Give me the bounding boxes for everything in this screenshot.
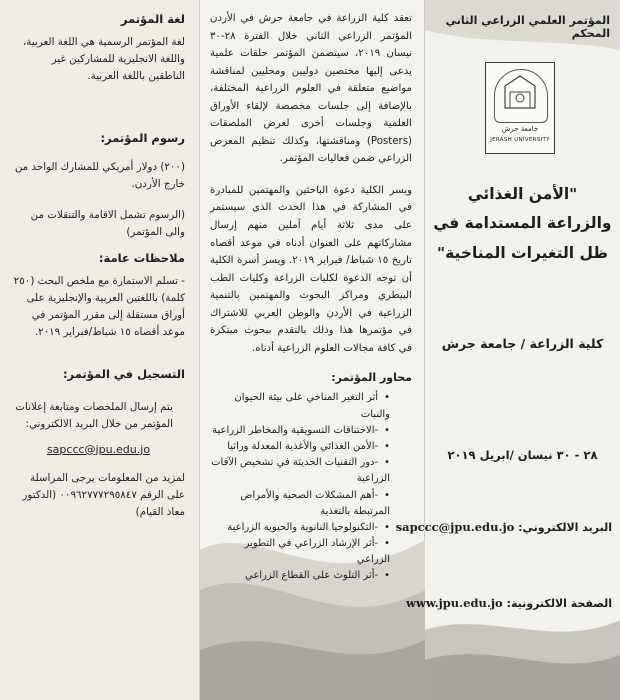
axis-item: • -أثر التلوث على القطاع الزراعي bbox=[210, 568, 390, 584]
email-value: sapccc@jpu.edu.jo bbox=[395, 520, 515, 534]
right-panel bbox=[395, 0, 620, 700]
language-text: لغة المؤتمر الرسمية هي اللغة العربية، واللغة الانجليزية للمشاركين غير الناطقين باللغة العربية. bbox=[22, 36, 185, 82]
axis-item: • -الأمن الغذائي والأغذية المعدلة وراثيا bbox=[210, 439, 390, 455]
faculty-name: كلية الزراعة / جامعة جرش bbox=[441, 336, 604, 351]
axes-title: محاور المؤتمر: bbox=[331, 371, 412, 385]
notes-text: - تسلم الاستمارة مع ملخص البحث (٢٥٠ كلمة) باللغتين العربية والإنجليزية على أوراق مستقلة إلى مقرر المؤتمر في موعد أقصاه ١٥ شباط/فبراير ٢٠١٩. bbox=[13, 274, 185, 338]
conference-theme-title: "الأمن الغذائي والزراعة المستدامة في ظل التغيرات المناخية" bbox=[433, 185, 612, 262]
axis-item: • -التكنولوجيا النانوية والحيوية الزراعية bbox=[210, 520, 390, 536]
website-label: الصفحة الالكترونية: bbox=[506, 597, 612, 610]
registration-title: التسجيل في المؤتمر: bbox=[62, 366, 185, 381]
seal-icon bbox=[494, 69, 548, 123]
fees-title: رسوم المؤتمر: bbox=[100, 130, 185, 145]
axis-item: • -أهم المشكلات الصحية والأمراض المرتبطة بالتغذية bbox=[210, 488, 390, 520]
registration-text: يتم إرسال الملخصات ومتابعة إعلانات المؤتمر من خلال البريد الالكتروني: bbox=[15, 400, 173, 430]
logo-caption-en: JERASH UNIVERSITY bbox=[490, 137, 550, 143]
conference-dates: ٢٨ - ٣٠ نيسان /ابريل ٢٠١٩ bbox=[447, 448, 598, 462]
intro-paragraph: تعقد كلية الزراعة في جامعة جرش في الأردن المؤتمر الزراعي الثاني خلال الفترة ٢٨-٣٠ نيسان ٢٠١٩، سيتضمن المؤتمر حلقات علمية يدعى إليها مختصين دوليين ومحليين لمناقشة مواضيع متعلقة في العلوم الزراعية المختلفة، بالإضافة إلى جلسات مخصصة لإلقاء الأوراق العلمية وجلسات أخرى لعرض الملصقات (Posters) ومناقشتها، وكذلك تنظيم المعرض الزراعي ضمن فعاليات المؤتمر. bbox=[210, 13, 413, 165]
axis-item: • -الاختناقات التسويقية والمخاطر الزراعية bbox=[210, 423, 390, 439]
axis-item: • -أثر الإرشاد الزراعي في التطوير الزراعي bbox=[210, 536, 390, 568]
axis-item: • -دور التقنيات الحديثة في تشخيص الآفات الزراعية bbox=[210, 455, 390, 487]
language-title: لغة المؤتمر bbox=[120, 12, 185, 26]
notes-title: ملاحظات عامة: bbox=[98, 250, 185, 265]
fees-text: (٢٠٠) دولار أمريكي للمشارك الواحد من خارج الأردن. bbox=[14, 160, 185, 190]
registration-email: sapccc@jpu.edu.jo bbox=[46, 442, 151, 456]
contact-website bbox=[406, 596, 612, 610]
middle-panel bbox=[200, 0, 425, 700]
invite-paragraph: ويسر الكلية دعوة الباحثين والمهتمين للمبادرة في المشاركة في هذا الحدث الذي سيستمر على مدى ثلاثة أيام آملين منهم إرسال مشاركاتهم على العنوان أدناه في موعد أقصاه تاريخ ١٥ شباط/ فبراير ٢٠١٩. ويسر أسرة الكلية أن توجه الدعوة لكليات الزراعة وكليات الطب البيطري ومراكز البحوث والمهتمين بالتنمية الزراعية في الأردن والوطن العربي للاشتراك في مؤتمرها هذا وذلك بالتقدم ببحوث مبتكرة في كافة مجالات العلوم الزراعية أدناه. bbox=[210, 184, 413, 354]
info-text: لمزيد من المعلومات يرجى المراسلة على الرقم ٠٠٩٦٢٧٧٧٢٩٥٨٤٧ (الدكتور معاذ القيام) bbox=[22, 471, 185, 518]
logo-caption-ar: جامعة جرش bbox=[501, 125, 539, 133]
university-logo bbox=[485, 62, 555, 154]
left-panel bbox=[0, 0, 200, 700]
axes-list bbox=[210, 390, 412, 584]
website-value: www.jpu.edu.jo bbox=[406, 596, 503, 610]
email-label: البريد الالكتروني: bbox=[518, 521, 612, 534]
conference-name: المؤتمر العلمي الزراعي الثاني المحكم bbox=[445, 14, 610, 40]
fees-note: (الرسوم تشمل الاقامة والتنقلات من والى المؤتمر) bbox=[30, 208, 185, 238]
contact-email bbox=[395, 520, 612, 534]
axis-item: • أثر التغير المناخي على بيئة الحيوان والنبات bbox=[210, 390, 390, 422]
